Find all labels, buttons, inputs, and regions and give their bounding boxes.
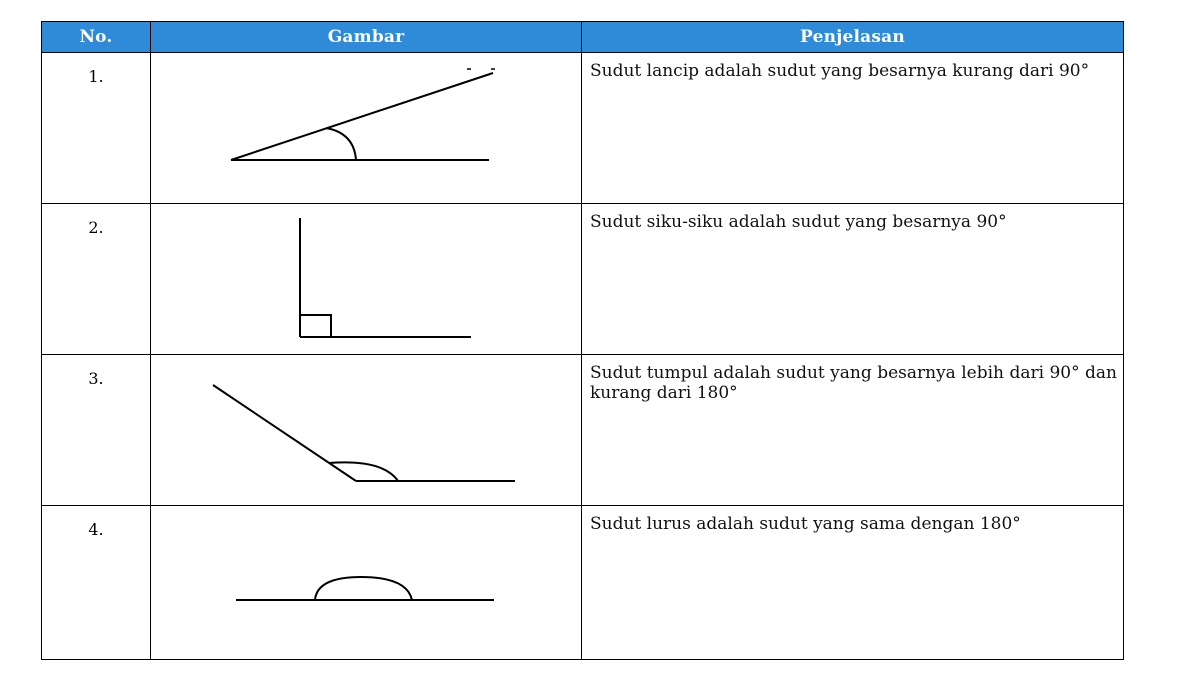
acute-angle-icon — [151, 53, 582, 204]
description: Sudut tumpul adalah sudut yang besarnya lebih dari 90° dan kurang dari 180° — [582, 355, 1124, 506]
header-row — [42, 22, 1124, 53]
description: Sudut lurus adalah sudut yang sama dengan 180° — [582, 506, 1124, 660]
row-number — [42, 53, 151, 204]
row-number — [42, 506, 151, 660]
figure-cell — [151, 506, 582, 660]
figure-cell — [151, 204, 582, 355]
description: Sudut lancip adalah sudut yang besarnya kurang dari 90° — [582, 53, 1124, 204]
row-number — [42, 355, 151, 506]
figure-cell — [151, 355, 582, 506]
description: Sudut siku-siku adalah sudut yang besarnya 90° — [582, 204, 1124, 355]
row-number — [42, 204, 151, 355]
table-row — [42, 53, 1124, 204]
straight-angle-icon — [151, 506, 582, 657]
header-penjelasan: Penjelasan — [582, 22, 1124, 53]
obtuse-angle-icon — [151, 355, 582, 506]
header-gambar: Gambar — [151, 22, 582, 53]
table-row — [42, 506, 1124, 660]
row-number-text: 2. — [88, 218, 104, 237]
table-row — [42, 355, 1124, 506]
table-row — [42, 204, 1124, 355]
row-number-text: 3. — [88, 369, 104, 388]
right-angle-icon — [151, 204, 582, 355]
figure-cell — [151, 53, 582, 204]
angle-types-table — [41, 21, 1124, 660]
header-no: No. — [42, 22, 151, 53]
row-number-text: 1. — [88, 67, 104, 86]
row-number-text: 4. — [88, 520, 104, 539]
